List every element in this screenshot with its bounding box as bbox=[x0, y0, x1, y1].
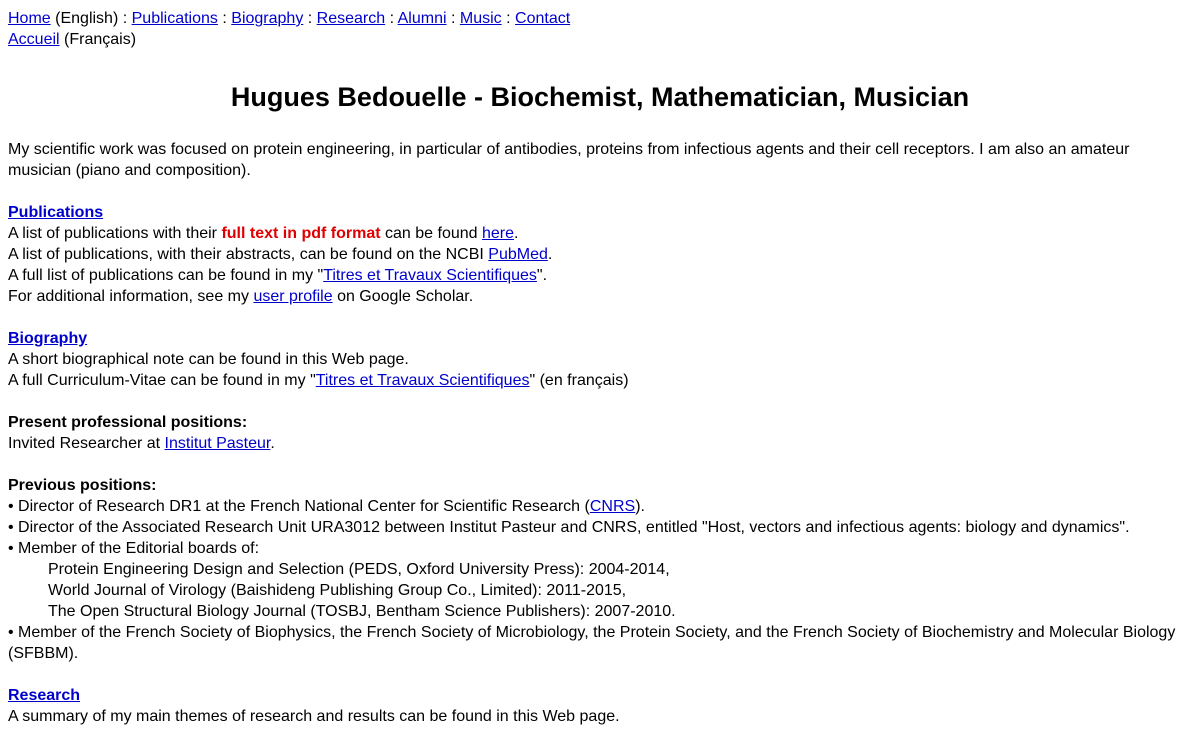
nav-separator: : bbox=[450, 10, 456, 27]
titres-travaux-link[interactable]: Titres et Travaux Scientifiques bbox=[323, 267, 537, 284]
text: on Google Scholar. bbox=[337, 288, 474, 305]
text: A list of publications, with their abstracts, can be found on the NCBI bbox=[8, 246, 484, 263]
text: For additional information, see my bbox=[8, 288, 249, 305]
cv-titres-travaux-link[interactable]: Titres et Travaux Scientifiques bbox=[315, 372, 530, 389]
text: A list of publications with their bbox=[8, 225, 217, 242]
nav-accueil-lang: (Français) bbox=[64, 31, 137, 48]
research-heading-link[interactable]: Research bbox=[8, 687, 81, 704]
intro-paragraph: My scientific work was focused on protein engineering, in particular of antibodies, proteins from infectious agents and their cell receptors. I am also an amateur musician (piano and composition). bbox=[8, 141, 1130, 179]
biography-line-1: A short biographical note can be found in this Web page. bbox=[8, 351, 409, 368]
text: • Director of Research DR1 at the French National Center for Scientific Research ( bbox=[8, 498, 590, 515]
biography-section bbox=[8, 328, 1192, 391]
text: ". bbox=[536, 267, 548, 284]
text: . bbox=[514, 225, 519, 242]
pdf-highlight: full text in pdf format bbox=[221, 225, 381, 242]
nav-row-english bbox=[8, 8, 1192, 29]
previous-positions-heading: Previous positions: bbox=[8, 477, 157, 494]
present-positions-section bbox=[8, 412, 1192, 454]
nav-publications-link[interactable]: Publications bbox=[131, 10, 218, 27]
biography-line-2 bbox=[8, 370, 1192, 391]
nav-row-french bbox=[8, 29, 1192, 50]
google-scholar-profile-link[interactable]: user profile bbox=[253, 288, 333, 305]
nav-accueil-link[interactable]: Accueil bbox=[8, 31, 60, 48]
nav-music-link[interactable]: Music bbox=[459, 10, 502, 27]
text: . bbox=[547, 246, 553, 263]
previous-positions-section bbox=[8, 475, 1192, 664]
nav-separator: : bbox=[307, 10, 313, 27]
pubmed-link[interactable]: PubMed bbox=[488, 246, 548, 263]
page-title: Hugues Bedouelle - Biochemist, Mathematician, Musician bbox=[230, 82, 970, 112]
text: can be found bbox=[385, 225, 478, 242]
editorial-board-item: Protein Engineering Design and Selection (PEDS, Oxford University Press): 2004-2014, bbox=[48, 561, 670, 578]
pdf-list-here-link[interactable]: here bbox=[482, 225, 515, 242]
publications-heading-link[interactable]: Publications bbox=[8, 204, 104, 221]
publications-line-3 bbox=[8, 265, 1192, 286]
publications-section bbox=[8, 202, 1192, 307]
text: A full Curriculum-Vitae can be found in my " bbox=[8, 372, 316, 389]
previous-item-3: • Member of the Editorial boards of: bbox=[8, 540, 260, 557]
present-line-1 bbox=[8, 433, 1192, 454]
publications-line-2 bbox=[8, 244, 1192, 265]
editorial-board-item: World Journal of Virology (Baishideng Publishing Group Co., Limited): 2011-2015, bbox=[48, 582, 627, 599]
biography-heading-link[interactable]: Biography bbox=[8, 330, 88, 347]
present-positions-heading: Present professional positions: bbox=[8, 414, 248, 431]
editorial-board-item: The Open Structural Biology Journal (TOSBJ, Bentham Science Publishers): 2007-2010. bbox=[48, 603, 676, 620]
nav-research-link[interactable]: Research bbox=[316, 10, 386, 27]
research-section bbox=[8, 685, 1192, 727]
text: Invited Researcher at bbox=[8, 435, 161, 452]
research-line-1: A summary of my main themes of research and results can be found in this Web page. bbox=[8, 708, 620, 725]
nav-separator: : bbox=[389, 10, 395, 27]
institut-pasteur-link[interactable]: Institut Pasteur bbox=[164, 435, 271, 452]
nav-alumni-link[interactable]: Alumni bbox=[397, 10, 447, 27]
nav-home-lang: (English) : bbox=[55, 10, 128, 27]
nav-home-link[interactable]: Home bbox=[8, 10, 51, 27]
top-navigation bbox=[8, 8, 1192, 50]
text: A full list of publications can be found in my " bbox=[8, 267, 324, 284]
previous-item-1 bbox=[8, 496, 1192, 517]
publications-line-4 bbox=[8, 286, 1192, 307]
nav-separator: : bbox=[506, 10, 511, 27]
publications-line-1 bbox=[8, 223, 1192, 244]
text: " (en français) bbox=[529, 372, 629, 389]
previous-item-4: • Member of the French Society of Biophysics, the French Society of Microbiology, the Protein Society, and the French Society of Biochemistry and Molecular Biology (SFBBM). bbox=[8, 624, 1176, 662]
text: ). bbox=[635, 498, 645, 515]
text: . bbox=[270, 435, 275, 452]
nav-separator: : bbox=[222, 10, 227, 27]
previous-item-2: • Director of the Associated Research Unit URA3012 between Institut Pasteur and CNRS, entitled "Host, vectors and infectious agents: biology and dynamics". bbox=[8, 519, 1130, 536]
nav-biography-link[interactable]: Biography bbox=[231, 10, 304, 27]
cnrs-link[interactable]: CNRS bbox=[589, 498, 636, 515]
nav-contact-link[interactable]: Contact bbox=[515, 10, 571, 27]
